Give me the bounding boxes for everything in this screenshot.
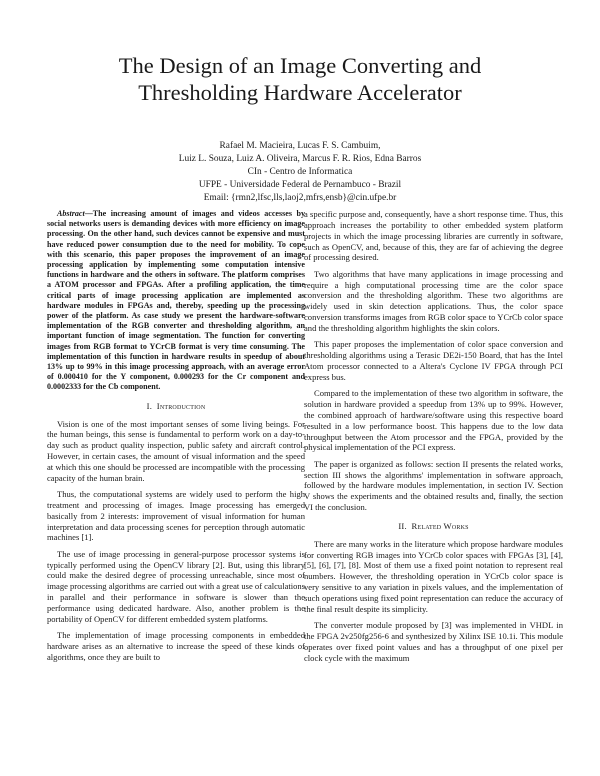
- paragraph: The paper is organized as follows: section II presents the related works, section III shows the algorithms' implementation in software approach, followed by the hardware modules implementation, in section IV. Section V shows the experiments and the obtained results and, finally, the section VI the conclusion.: [304, 458, 563, 513]
- paragraph: Thus, the computational systems are widely used to perform the high treatment and processing of images. Image processing has emerged basically from 2 interests: improvement of visual information for human interpretation and data processing scenes for perception through automatic machines [1].: [47, 489, 305, 543]
- paragraph: Compared to the implementation of these two algorithm in software, the solution in hardware provided a speedup from 13% up to 99%. However, the combined approach of hardware/software using this respective board resulted in a low performance boost. This happens due to the low data throughput between the Atom processor and the FPGA, provided by the physical implementation of the PCI express.: [304, 388, 563, 453]
- abstract-lead: Abstract: [57, 209, 85, 218]
- section-heading-introduction: [47, 401, 305, 412]
- paragraph: There are many works in the literature which propose hardware modules for converting RGB images into YCrCb color spaces with FPGAs [3], [4], [5], [6], [7], [8]. Most of them use a fixed point notation to represent real numbers. However, the thresholding operation in YCrCb color space is very sensitive to any variation in pixels values, and the implementation of such operations using fixed point representation can reduce the accuracy of the final result despite its simplicity.: [304, 538, 563, 614]
- title-line-2: Thresholding Hardware Accelerator: [138, 80, 462, 105]
- right-column: [304, 209, 563, 669]
- paragraph: The implementation of image processing components in embedded hardware arises as an alternative to increase the speed of these kinds of algorithms, once they are built to: [47, 630, 305, 662]
- section-heading-related-works: [304, 521, 563, 532]
- section-title: Related Works: [411, 520, 469, 531]
- abstract: [47, 209, 305, 393]
- section-number: II.: [398, 520, 407, 531]
- paragraph: The converter module proposed by [3] was implemented in VHDL in the FPGA 2v250fg256-6 and synthesized by Xilinx ISE 10.1i. This module operates over fixed point values and has a throughput of one pixel per clock cycle with the maximum: [304, 620, 563, 663]
- paragraph: Two algorithms that have many applications in image processing and require a high computational processing time are the color space conversion and the thresholding algorithm. These two algorithms are widely used in skin detection applications. Thus, the color space conversion transforms images from RGB color space to YCrCb color space and the thresholding algorithm highlights the skin colors.: [304, 268, 563, 333]
- left-column: [47, 209, 305, 668]
- section-title: Introduction: [156, 400, 206, 411]
- paragraph: This paper proposes the implementation of color space conversion and thresholding algorithms using a Terasic DE2i-150 Board, that has the Intel Atom processor connected to a Altera's Cyclone IV FPGA through PCI express bus.: [304, 339, 563, 382]
- author-email: Email: {rmn2,lfsc,lls,laoj2,mfrs,ensb}@cin.ufpe.br: [203, 192, 397, 203]
- affiliation-center: CIn - Centro de Informatica: [247, 166, 353, 177]
- paragraph: Vision is one of the most important senses of some living beings. For the human beings, this sense is fundamental to perform work on a day-to-day such as product quality inspection, public safety and aircraft control. However, in certain cases, the amount of visual information and the speed at which this one should be processed are incompatible with the processing capacity of the human brain.: [47, 418, 305, 483]
- paragraph: The use of image processing in general-purpose processor systems is typically performed using the OpenCV library [2]. But, using this library could make the desired degree of processing unreachable, since most of image processing algorithms are carried out with a great use of calculations in parallel and their performance in software is slower than the performance using dedicated hardware. Also, another problem is the portability of OpenCV for different embedded system platforms.: [47, 548, 305, 624]
- author-block: [60, 140, 540, 205]
- paper-title: [40, 52, 560, 106]
- affiliation-university: UFPE - Universidade Federal de Pernambuco - Brazil: [198, 179, 402, 190]
- section-number: I.: [146, 400, 153, 411]
- title-line-1: The Design of an Image Converting and: [118, 53, 482, 78]
- paragraph: a specific purpose and, consequently, have a short response time. Thus, this approach increases the portability to other embedded system platform projects in which the image processing libraries are currently in software, such as OpenCV, and, because of this, they are far of achieving the degree of processing desired.: [304, 209, 563, 263]
- author-names-1: Rafael M. Macieira, Lucas F. S. Cambuim,: [219, 141, 381, 151]
- author-names-2: Luiz L. Souza, Luiz A. Oliveira, Marcus F. R. Rios, Edna Barros: [178, 153, 422, 164]
- abstract-text: —The increasing amount of images and videos accesses by social networks users is demanding devices with more efficiency on image processing. On the other hand, such devices cannot be expensive and must have reduced power consumption due to the need for mobility. To cope with this scenario, this paper proposes the improvement of an image processing application by implementing some computation intensive functions in hardware and the others in software. The platform comprises a ATOM processor and FPGAs. After a profiling application, the time critical parts of image processing application are implemented as hardware modules in FPGAs and, thereby, speeding up the processing power of the platform. As case study we present the hardware-software implementation of the RGB converter and thresholding algorithm, an important function of image segmentation. The function for converting images from RGB format to YCrCB format is very time consuming. The implementation of this function in hardware results in speedup of about 13% up to 99% in this image processing approach, with an average error of 0.000410 for the Y component, 0.000293 for the Cr component and 0.0002333 for the Cb component.: [47, 209, 305, 392]
